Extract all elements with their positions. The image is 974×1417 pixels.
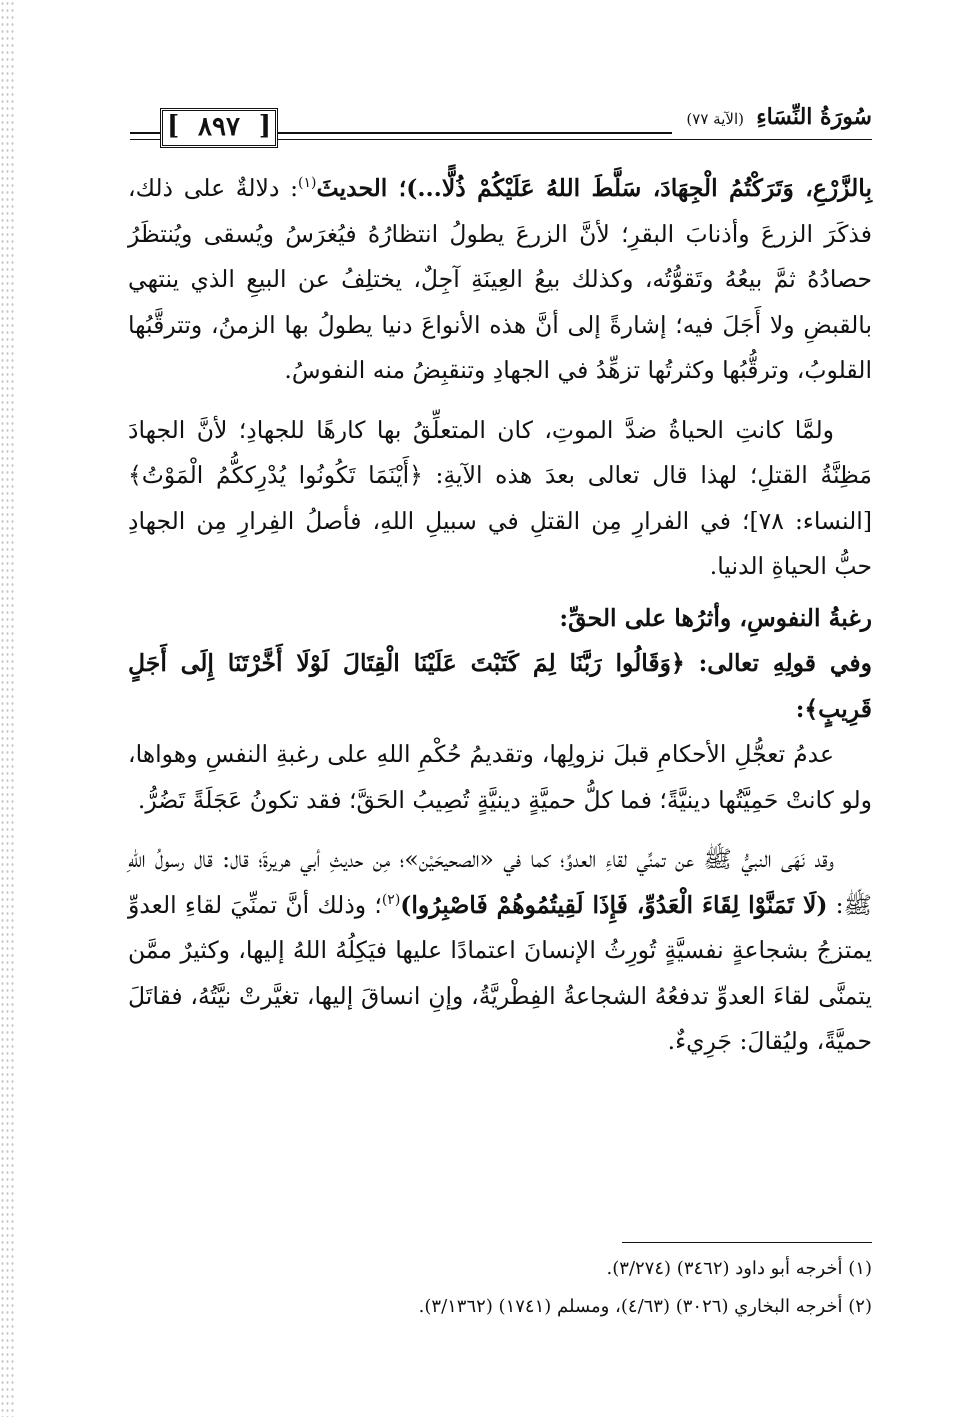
scan-edge-noise bbox=[0, 0, 14, 1417]
paragraph-1-text: : دلالةٌ على ذلك، فذكَرَ الزرعَ وأذنابَ البقرِ؛ لأنَّ الزرعَ يطولُ انتظارُهُ فيُغرَسُ ويُسقى ويُنتظَرُ حصادُهُ ثمَّ بيعُهُ وتَقوُّتُه، وكذلك بيعُ العِينَةِ آجِلٌ، يختلِفُ عن البيعِ الذي ينتهي بالقبضِ ولا أَجَلَ فيه؛ إشارةً إلى أنَّ هذه الأنواعَ دنيا يطولُ بها الزمنُ، وتترقَّبُها القلوبُ، وترقُّبُها وكثرتُها تزهِّدُ في الجهادِ وتنقبِضُ منه النفوسُ. bbox=[128, 174, 872, 384]
paragraph-1 bbox=[128, 166, 872, 394]
footnote-2: (٢) أخرجه البخاري (٣٠٢٦) (٤/٦٣)، ومسلم (١٧٤١) (٣/١٣٦٢). bbox=[418, 1296, 872, 1317]
verse-intro: وفي قولِهِ تعالى: ﴿وَقَالُوا رَبَّنَا لِمَ كَتَبْتَ عَلَيْنَا الْقِتَالَ لَوْلَا أَخَّرْتَنَا إِلَى أَجَلٍ قَرِيبٍ﴾: bbox=[128, 649, 872, 723]
surah-name: سُورَةُ النِّسَاءِ bbox=[756, 104, 872, 130]
page-header bbox=[130, 98, 872, 158]
paragraph-2: ولمَّا كانتِ الحياةُ ضدَّ الموتِ، كان المتعلِّقُ بها كارهًا للجهادِ؛ لأنَّ الجهادَ مَظِنَّةُ القتلِ؛ لهذا قال تعالى بعدَ هذه الآيةِ: ﴿أَيْنَمَا تَكُونُوا يُدْرِككُّمُ الْمَوْتُ﴾ [النساء: ٧٨]؛ في الفرارِ مِن القتلِ في سبيلِ اللهِ، فأصلُ الفِرارِ مِن الجهادِ حبُّ الحياةِ الدنيا. bbox=[128, 415, 872, 580]
page-number: [ ٨٩٧ ] bbox=[160, 108, 278, 148]
paragraph-4-text-a: وقد نَهَى النبيُّ ﷺ عن تمنِّي لقاءِ العدوِّ؛ كما في «الصحيحَيْن»؛ مِن حديثِ أبي هريرةَ؛ قال: قال رسولُ اللهِ ﷺ: bbox=[128, 845, 872, 919]
footnotes bbox=[128, 1250, 872, 1326]
footnote-divider bbox=[622, 1242, 872, 1243]
paragraph-3: عدمُ تعجُّلِ الأحكامِ قبلَ نزولِها، وتقديمُ حُكْمِ اللهِ على رغبةِ النفسِ وهواها، ولو كانتْ حَمِيَّتُها دينيَّةً؛ فما كلُّ حميَّةٍ دينيَّةٍ تُصِيبُ الحَقَّ؛ فقد تكونُ عَجَلَةً تَضُرُّ. bbox=[128, 740, 872, 814]
section-heading: رغبةُ النفوسِ، وأثرُها على الحقِّ: bbox=[559, 603, 872, 632]
footnote-ref-1: (١) bbox=[298, 175, 317, 192]
footnote-1: (١) أخرجه أبو داود (٣٤٦٢) (٣/٢٧٤). bbox=[606, 1258, 872, 1279]
main-text bbox=[128, 166, 872, 1065]
paragraph-4-text-b: ؛ وذلك أنَّ تمنِّيَ لقاءِ العدوِّ يمتزجُ بشجاعةٍ نفسيَّةٍ تُورِثُ الإنسانَ اعتمادًا عليها فيَكِلُهُ اللهُ إليها، وكثيرٌ ممَّن يتمنَّى لقاءَ العدوِّ تدفعُهُ الشجاعةُ الفِطْريَّةُ، وإنِ انساقَ إليها، تغيَّرتْ نيَّتُهُ، فقاتَلَ حميَّةً، وليُقالَ: جَرِيءٌ. bbox=[128, 890, 872, 1055]
footnote-ref-2: (٢) bbox=[381, 891, 401, 908]
hadith-quote: (لَا تَمَنَّوْا لِقَاءَ الْعَدُوِّ، فَإِذَا لَقِيتُمُوهُمْ فَاصْبِرُوا) bbox=[400, 890, 828, 919]
paragraph-4 bbox=[128, 837, 872, 1065]
ayah-reference: (الآية ٧٧) bbox=[686, 110, 744, 128]
surah-title bbox=[672, 104, 872, 134]
hadith-quote-end: بِالزَّرْعِ، وَتَرَكْتُمُ الْجِهَادَ، سَلَّطَ اللهُ عَلَيْكُمْ ذُلًّا...)؛ الحديثَ bbox=[316, 174, 872, 202]
